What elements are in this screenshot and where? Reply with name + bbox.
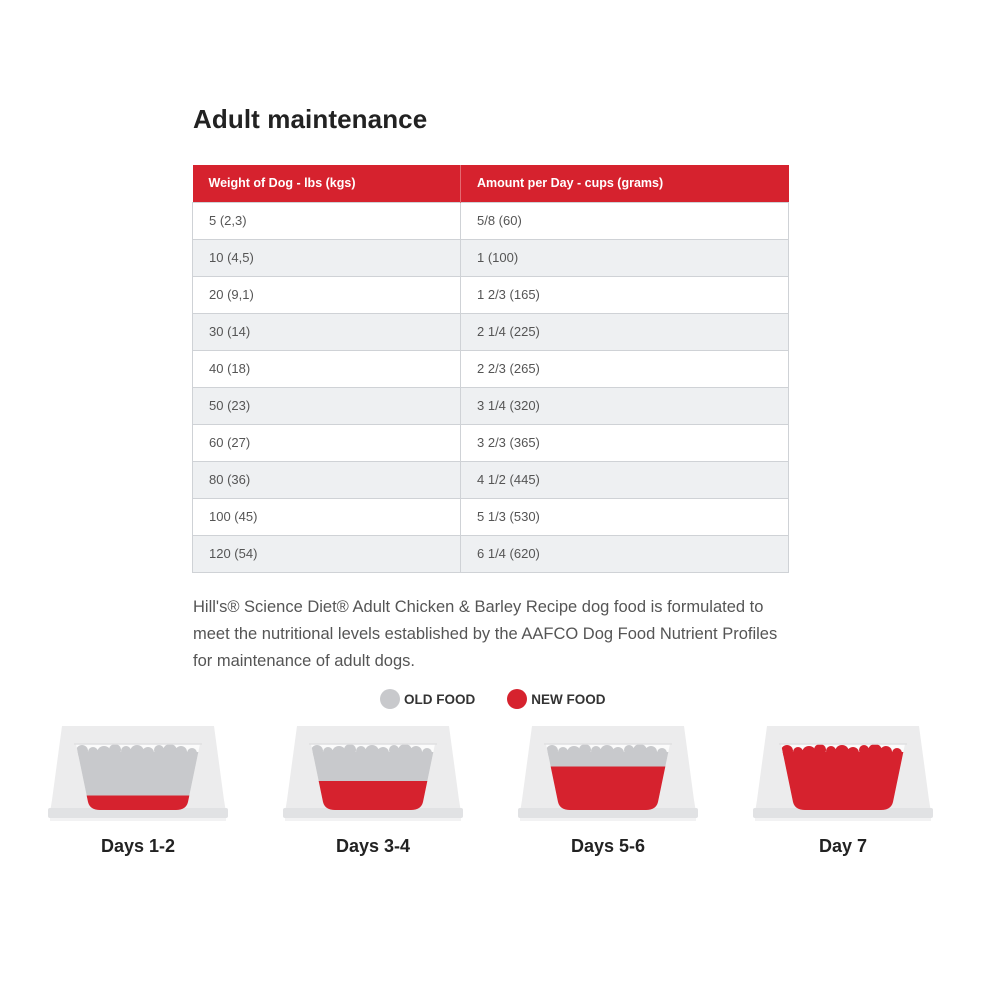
table-row [193, 461, 789, 498]
legend-new-food [507, 689, 605, 709]
weight-cell: 100 (45) [193, 498, 461, 535]
bowl-svg [753, 722, 933, 822]
weight-cell: 60 (27) [193, 424, 461, 461]
table-row [193, 350, 789, 387]
day-label: Day 7 [818, 836, 868, 856]
description-text: Hill's® Science Diet® Adult Chicken & Barley Recipe dog food is formulated to meet the nutritional levels established by the AAFCO Dog Food Nutrient Profiles for maintenance of adult dogs. [193, 598, 778, 670]
amount-cell: 3 1/4 (320) [461, 387, 789, 424]
table-row [193, 313, 789, 350]
table-header-row [193, 165, 789, 202]
day-label: Days 5-6 [570, 836, 646, 856]
bowl-step-3 [518, 722, 698, 822]
bowl-shadow [520, 818, 696, 821]
bowl-svg [518, 722, 698, 822]
bowl-step-1 [48, 722, 228, 822]
food-legend [380, 688, 638, 710]
table-row [193, 387, 789, 424]
weight-cell: 40 (18) [193, 350, 461, 387]
amount-cell: 2 1/4 (225) [461, 313, 789, 350]
weight-cell: 5 (2,3) [193, 202, 461, 239]
table-row [193, 498, 789, 535]
bowl-svg [283, 722, 463, 822]
bowl-svg [48, 722, 228, 822]
amount-cell: 2 2/3 (265) [461, 350, 789, 387]
legend-old-food [380, 689, 475, 709]
amount-cell: 4 1/2 (445) [461, 461, 789, 498]
amount-cell: 1 2/3 (165) [461, 276, 789, 313]
day-label: Days 3-4 [335, 836, 411, 856]
weight-cell: 10 (4,5) [193, 239, 461, 276]
legend-new-label: NEW FOOD [531, 691, 606, 707]
amount-cell: 6 1/4 (620) [461, 535, 789, 572]
bowl-step-2 [283, 722, 463, 822]
amount-cell: 1 (100) [461, 239, 789, 276]
table-row [193, 535, 789, 572]
table-row [193, 424, 789, 461]
bowl-shadow [50, 818, 226, 821]
legend-old-label: OLD FOOD [404, 691, 476, 707]
feeding-table [192, 165, 789, 573]
page-title: Adult maintenance [193, 104, 428, 134]
header-weight: Weight of Dog - lbs (kgs) [193, 165, 461, 202]
weight-cell: 30 (14) [193, 313, 461, 350]
bowl-step-4 [753, 722, 933, 822]
weight-cell: 50 (23) [193, 387, 461, 424]
amount-cell: 3 2/3 (365) [461, 424, 789, 461]
bowl-shadow [755, 818, 931, 821]
header-amount: Amount per Day - cups (grams) [461, 165, 789, 202]
amount-cell: 5 1/3 (530) [461, 498, 789, 535]
new-food-dot-icon [507, 689, 527, 709]
table-row [193, 239, 789, 276]
day-label: Days 1-2 [100, 836, 176, 856]
weight-cell: 80 (36) [193, 461, 461, 498]
weight-cell: 120 (54) [193, 535, 461, 572]
table-row [193, 202, 789, 239]
weight-cell: 20 (9,1) [193, 276, 461, 313]
amount-cell: 5/8 (60) [461, 202, 789, 239]
table-row [193, 276, 789, 313]
bowl-shadow [285, 818, 461, 821]
old-food-dot-icon [380, 689, 400, 709]
